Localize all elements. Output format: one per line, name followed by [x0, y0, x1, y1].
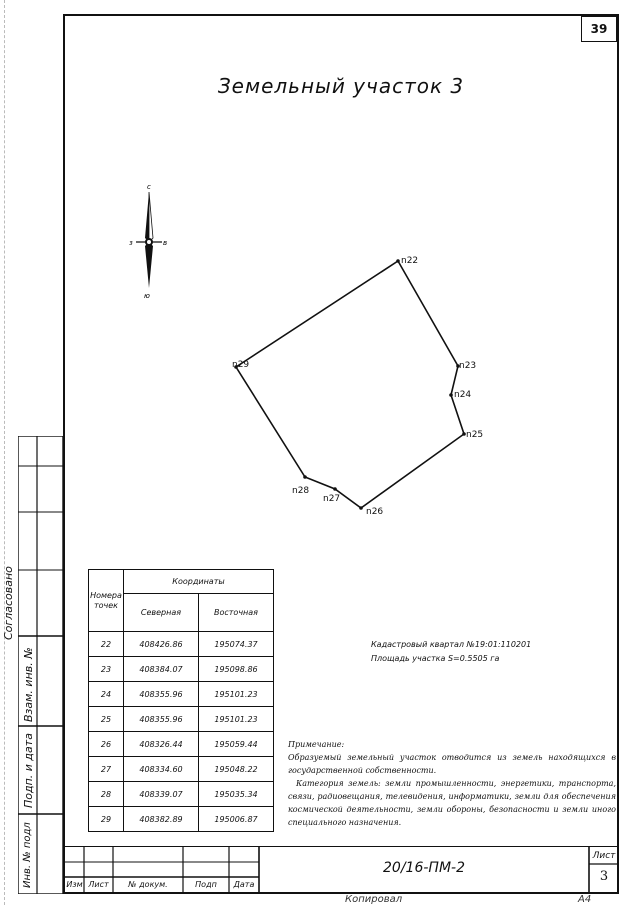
table-row [89, 657, 274, 682]
cell-north: 408339.07 [124, 782, 199, 807]
table-row [89, 782, 274, 807]
cell-east: 195074.37 [199, 632, 274, 657]
point-label-n24: n24 [454, 390, 472, 400]
compass-north-label: с [147, 183, 151, 191]
header-coordinates: Координаты [124, 570, 274, 594]
cell-east: 195101.23 [199, 682, 274, 707]
cell-east: 195035.34 [199, 782, 274, 807]
page-number: 39 [581, 16, 617, 42]
coordinates-table [88, 569, 274, 832]
note-block [288, 738, 616, 829]
note-paragraph-2: Категория земель: земли промышленности, энергетики, транспорта, связи, радиовещания, телевидения, информатики, земли для обеспечения космической деятельности, земли обороны, безопасности и земли иного специального назначения. [288, 779, 616, 827]
point-label-n22: n22 [401, 256, 419, 266]
side-label-soglasovano: Согласовано [2, 566, 15, 640]
stamp-col-doc: № докум. [128, 880, 168, 889]
cell-num: 28 [89, 782, 124, 807]
page-title: Земельный участок 3 [217, 74, 465, 98]
copied-label: Копировал [345, 894, 403, 905]
cadastre-quarter: Кадастровый квартал №19:01:110201 [371, 640, 532, 649]
table-row [89, 632, 274, 657]
stamp-sheet-number: 3 [599, 869, 609, 884]
side-label-vzam: Взам. инв. № [22, 647, 35, 722]
cell-num: 27 [89, 757, 124, 782]
compass-south-label: ю [144, 292, 150, 300]
point-label-n23: n23 [459, 361, 477, 371]
cell-north: 408355.96 [124, 682, 199, 707]
table-row [89, 757, 274, 782]
point-label-n27: n27 [323, 494, 341, 504]
cell-east: 195006.87 [199, 807, 274, 832]
header-point-numbers: Номера точек [89, 570, 124, 632]
point-label-n25: n25 [466, 430, 484, 440]
stamp-col-list: Лист [88, 880, 109, 889]
side-label-inv: Инв. № подл [22, 822, 33, 888]
cell-num: 22 [89, 632, 124, 657]
cell-num: 24 [89, 682, 124, 707]
cell-num: 26 [89, 732, 124, 757]
side-label-podp: Подп. и дата [22, 733, 35, 808]
stamp-sheet-label: Лист [592, 851, 616, 861]
point-marker [449, 393, 453, 397]
plot-area: Площадь участка S=0.5505 га [371, 654, 500, 663]
table-row [89, 707, 274, 732]
stamp-col-date: Дата [233, 880, 255, 889]
stamp-col-izm: Изм [66, 880, 83, 889]
format-label: А4 [578, 894, 592, 905]
header-east: Восточная [199, 594, 274, 632]
stamp-doc-code: 20/16-ПМ-2 [383, 860, 465, 876]
cell-north: 408355.96 [124, 707, 199, 732]
point-label-n29: n29 [232, 360, 250, 370]
compass-east-label: в [163, 239, 168, 247]
table-row [89, 732, 274, 757]
cell-east: 195098.86 [199, 657, 274, 682]
cell-east: 195048.22 [199, 757, 274, 782]
cell-east: 195059.44 [199, 732, 274, 757]
point-marker [303, 475, 307, 479]
compass-west-label: з [129, 239, 133, 247]
cell-num: 29 [89, 807, 124, 832]
table-row [89, 807, 274, 832]
cell-north: 408382.89 [124, 807, 199, 832]
cadastre-info [371, 638, 541, 666]
point-marker [333, 487, 337, 491]
header-north: Северная [124, 594, 199, 632]
cell-east: 195101.23 [199, 707, 274, 732]
point-marker [359, 506, 363, 510]
cell-north: 408326.44 [124, 732, 199, 757]
cell-north: 408334.60 [124, 757, 199, 782]
note-paragraph-1: Образуемый земельный участок отводится из земель находящихся в государственной собственности. [288, 753, 616, 775]
plot-boundary [236, 261, 464, 508]
point-label-n26: n26 [366, 507, 384, 517]
cell-north: 408384.07 [124, 657, 199, 682]
table-row [89, 682, 274, 707]
note-heading: Примечание: [288, 740, 345, 749]
point-marker [396, 259, 400, 263]
cell-north: 408426.86 [124, 632, 199, 657]
point-label-n28: n28 [292, 486, 310, 496]
stamp-col-sign: Подп [195, 880, 217, 889]
cell-num: 25 [89, 707, 124, 732]
cell-num: 23 [89, 657, 124, 682]
